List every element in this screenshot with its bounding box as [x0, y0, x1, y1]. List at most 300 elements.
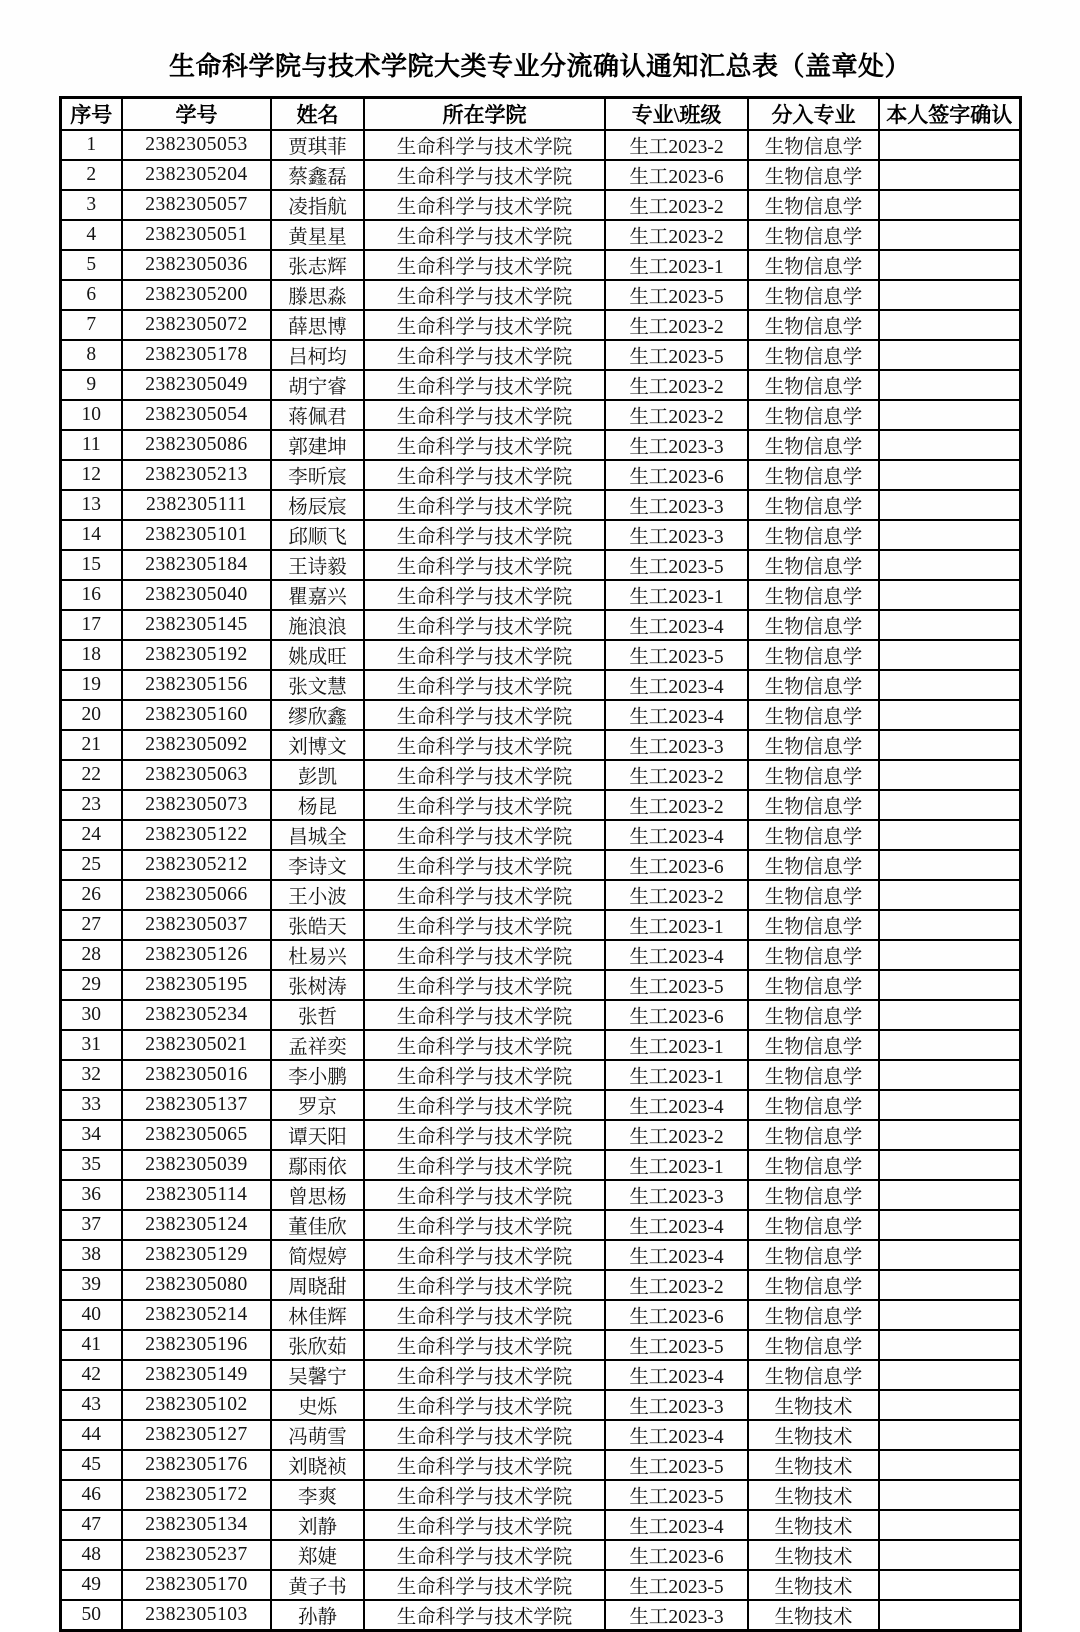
cell-college: 生命科学与技术学院 [364, 610, 605, 640]
cell-student_id: 2382305178 [122, 340, 271, 370]
cell-student_id: 2382305176 [122, 1450, 271, 1480]
cell-student_id: 2382305102 [122, 1390, 271, 1420]
cell-signature [879, 430, 1020, 460]
cell-class: 生工2023-3 [605, 730, 748, 760]
cell-name: 杜易兴 [271, 940, 364, 970]
cell-class: 生工2023-6 [605, 460, 748, 490]
cell-signature [879, 370, 1020, 400]
cell-no: 10 [60, 400, 122, 430]
cell-class: 生工2023-6 [605, 850, 748, 880]
cell-college: 生命科学与技术学院 [364, 1420, 605, 1450]
table-row [60, 730, 1020, 760]
cell-signature [879, 1600, 1020, 1631]
cell-college: 生命科学与技术学院 [364, 1090, 605, 1120]
table-row [60, 1090, 1020, 1120]
cell-name: 张皓天 [271, 910, 364, 940]
cell-assigned_major: 生物信息学 [748, 310, 879, 340]
cell-no: 19 [60, 670, 122, 700]
cell-assigned_major: 生物信息学 [748, 1030, 879, 1060]
cell-college: 生命科学与技术学院 [364, 490, 605, 520]
cell-college: 生命科学与技术学院 [364, 1150, 605, 1180]
cell-student_id: 2382305054 [122, 400, 271, 430]
cell-college: 生命科学与技术学院 [364, 730, 605, 760]
cell-assigned_major: 生物技术 [748, 1540, 879, 1570]
cell-college: 生命科学与技术学院 [364, 1210, 605, 1240]
cell-assigned_major: 生物信息学 [748, 250, 879, 280]
cell-name: 李爽 [271, 1480, 364, 1510]
table-row [60, 160, 1020, 190]
cell-student_id: 2382305192 [122, 640, 271, 670]
cell-class: 生工2023-3 [605, 1600, 748, 1631]
cell-no: 49 [60, 1570, 122, 1600]
cell-college: 生命科学与技术学院 [364, 1390, 605, 1420]
cell-name: 简煜婷 [271, 1240, 364, 1270]
cell-signature [879, 850, 1020, 880]
cell-college: 生命科学与技术学院 [364, 340, 605, 370]
cell-assigned_major: 生物技术 [748, 1570, 879, 1600]
table-row [60, 370, 1020, 400]
cell-signature [879, 250, 1020, 280]
cell-student_id: 2382305214 [122, 1300, 271, 1330]
table-row [60, 1180, 1020, 1210]
table-body [60, 130, 1020, 1631]
cell-college: 生命科学与技术学院 [364, 850, 605, 880]
cell-college: 生命科学与技术学院 [364, 1540, 605, 1570]
cell-signature [879, 310, 1020, 340]
cell-student_id: 2382305036 [122, 250, 271, 280]
cell-class: 生工2023-2 [605, 760, 748, 790]
cell-student_id: 2382305156 [122, 670, 271, 700]
cell-name: 凌指航 [271, 190, 364, 220]
cell-assigned_major: 生物信息学 [748, 1150, 879, 1180]
cell-class: 生工2023-3 [605, 1390, 748, 1420]
cell-name: 罗京 [271, 1090, 364, 1120]
cell-no: 24 [60, 820, 122, 850]
cell-name: 李小鹏 [271, 1060, 364, 1090]
cell-signature [879, 520, 1020, 550]
cell-name: 杨辰宸 [271, 490, 364, 520]
cell-signature [879, 1300, 1020, 1330]
cell-no: 8 [60, 340, 122, 370]
cell-student_id: 2382305103 [122, 1600, 271, 1631]
cell-signature [879, 670, 1020, 700]
cell-no: 17 [60, 610, 122, 640]
cell-college: 生命科学与技术学院 [364, 1240, 605, 1270]
table-row [60, 1300, 1020, 1330]
cell-college: 生命科学与技术学院 [364, 670, 605, 700]
table-row [60, 640, 1020, 670]
cell-student_id: 2382305122 [122, 820, 271, 850]
cell-class: 生工2023-5 [605, 970, 748, 1000]
cell-no: 25 [60, 850, 122, 880]
cell-student_id: 2382305063 [122, 760, 271, 790]
cell-assigned_major: 生物技术 [748, 1450, 879, 1480]
cell-signature [879, 940, 1020, 970]
cell-student_id: 2382305196 [122, 1330, 271, 1360]
cell-signature [879, 1420, 1020, 1450]
cell-no: 12 [60, 460, 122, 490]
cell-name: 缪欣鑫 [271, 700, 364, 730]
cell-college: 生命科学与技术学院 [364, 550, 605, 580]
cell-assigned_major: 生物信息学 [748, 640, 879, 670]
cell-assigned_major: 生物信息学 [748, 1180, 879, 1210]
table-row [60, 1030, 1020, 1060]
cell-name: 蒋佩君 [271, 400, 364, 430]
cell-signature [879, 1060, 1020, 1090]
table-row [60, 790, 1020, 820]
cell-signature [879, 1210, 1020, 1240]
cell-assigned_major: 生物信息学 [748, 220, 879, 250]
cell-class: 生工2023-4 [605, 1090, 748, 1120]
table-row [60, 1210, 1020, 1240]
cell-no: 22 [60, 760, 122, 790]
table-row [60, 700, 1020, 730]
cell-assigned_major: 生物信息学 [748, 430, 879, 460]
cell-signature [879, 550, 1020, 580]
cell-student_id: 2382305057 [122, 190, 271, 220]
cell-class: 生工2023-2 [605, 130, 748, 160]
cell-class: 生工2023-5 [605, 1480, 748, 1510]
table-row [60, 760, 1020, 790]
cell-no: 32 [60, 1060, 122, 1090]
cell-class: 生工2023-1 [605, 1150, 748, 1180]
cell-assigned_major: 生物信息学 [748, 130, 879, 160]
table-row [60, 1060, 1020, 1090]
cell-assigned_major: 生物信息学 [748, 730, 879, 760]
cell-assigned_major: 生物信息学 [748, 550, 879, 580]
cell-assigned_major: 生物信息学 [748, 790, 879, 820]
table-row [60, 190, 1020, 220]
cell-college: 生命科学与技术学院 [364, 1300, 605, 1330]
cell-no: 7 [60, 310, 122, 340]
cell-class: 生工2023-6 [605, 1540, 748, 1570]
cell-signature [879, 1000, 1020, 1030]
cell-signature [879, 1570, 1020, 1600]
cell-no: 35 [60, 1150, 122, 1180]
cell-assigned_major: 生物信息学 [748, 280, 879, 310]
table-row [60, 670, 1020, 700]
cell-college: 生命科学与技术学院 [364, 790, 605, 820]
cell-name: 胡宁睿 [271, 370, 364, 400]
cell-no: 6 [60, 280, 122, 310]
cell-no: 44 [60, 1420, 122, 1450]
cell-assigned_major: 生物技术 [748, 1600, 879, 1631]
cell-assigned_major: 生物信息学 [748, 520, 879, 550]
cell-college: 生命科学与技术学院 [364, 370, 605, 400]
cell-signature [879, 1270, 1020, 1300]
cell-college: 生命科学与技术学院 [364, 580, 605, 610]
cell-class: 生工2023-6 [605, 1300, 748, 1330]
cell-student_id: 2382305016 [122, 1060, 271, 1090]
column-header-signature: 本人签字确认 [879, 98, 1020, 131]
cell-student_id: 2382305111 [122, 490, 271, 520]
cell-signature [879, 970, 1020, 1000]
cell-class: 生工2023-5 [605, 1450, 748, 1480]
cell-assigned_major: 生物信息学 [748, 760, 879, 790]
cell-no: 46 [60, 1480, 122, 1510]
cell-college: 生命科学与技术学院 [364, 1480, 605, 1510]
cell-no: 48 [60, 1540, 122, 1570]
table-row [60, 220, 1020, 250]
cell-assigned_major: 生物信息学 [748, 1330, 879, 1360]
cell-assigned_major: 生物信息学 [748, 340, 879, 370]
cell-student_id: 2382305039 [122, 1150, 271, 1180]
cell-assigned_major: 生物技术 [748, 1510, 879, 1540]
cell-assigned_major: 生物信息学 [748, 910, 879, 940]
cell-name: 鄢雨依 [271, 1150, 364, 1180]
page-title: 生命科学院与技术学院大类专业分流确认通知汇总表（盖章处） [168, 52, 911, 81]
cell-signature [879, 640, 1020, 670]
cell-assigned_major: 生物信息学 [748, 700, 879, 730]
cell-name: 张树涛 [271, 970, 364, 1000]
cell-assigned_major: 生物信息学 [748, 580, 879, 610]
cell-name: 王小波 [271, 880, 364, 910]
cell-assigned_major: 生物技术 [748, 1390, 879, 1420]
cell-class: 生工2023-2 [605, 790, 748, 820]
cell-name: 董佳欣 [271, 1210, 364, 1240]
cell-assigned_major: 生物信息学 [748, 670, 879, 700]
cell-no: 33 [60, 1090, 122, 1120]
table-row [60, 970, 1020, 1000]
cell-assigned_major: 生物信息学 [748, 820, 879, 850]
cell-class: 生工2023-3 [605, 1180, 748, 1210]
cell-student_id: 2382305124 [122, 1210, 271, 1240]
table-row [60, 1000, 1020, 1030]
cell-class: 生工2023-5 [605, 1570, 748, 1600]
table-row [60, 1240, 1020, 1270]
table-row [60, 280, 1020, 310]
cell-signature [879, 400, 1020, 430]
cell-class: 生工2023-4 [605, 1360, 748, 1390]
table-row [60, 1330, 1020, 1360]
cell-class: 生工2023-5 [605, 1330, 748, 1360]
cell-college: 生命科学与技术学院 [364, 1510, 605, 1540]
cell-name: 孟祥奕 [271, 1030, 364, 1060]
cell-student_id: 2382305237 [122, 1540, 271, 1570]
table-row [60, 1150, 1020, 1180]
cell-name: 周晓甜 [271, 1270, 364, 1300]
cell-name: 邱顺飞 [271, 520, 364, 550]
cell-student_id: 2382305126 [122, 940, 271, 970]
table-row [60, 580, 1020, 610]
cell-assigned_major: 生物技术 [748, 1420, 879, 1450]
cell-signature [879, 910, 1020, 940]
cell-name: 谭天阳 [271, 1120, 364, 1150]
cell-name: 刘静 [271, 1510, 364, 1540]
cell-student_id: 2382305212 [122, 850, 271, 880]
cell-no: 26 [60, 880, 122, 910]
cell-signature [879, 460, 1020, 490]
cell-class: 生工2023-3 [605, 490, 748, 520]
table-row [60, 130, 1020, 160]
cell-name: 瞿嘉兴 [271, 580, 364, 610]
cell-assigned_major: 生物技术 [748, 1480, 879, 1510]
cell-name: 李昕宸 [271, 460, 364, 490]
cell-no: 20 [60, 700, 122, 730]
cell-no: 40 [60, 1300, 122, 1330]
cell-class: 生工2023-6 [605, 160, 748, 190]
cell-name: 王诗毅 [271, 550, 364, 580]
cell-name: 李诗文 [271, 850, 364, 880]
cell-signature [879, 1390, 1020, 1420]
cell-class: 生工2023-1 [605, 1060, 748, 1090]
cell-student_id: 2382305234 [122, 1000, 271, 1030]
cell-college: 生命科学与技术学院 [364, 130, 605, 160]
cell-assigned_major: 生物信息学 [748, 190, 879, 220]
cell-name: 蔡鑫磊 [271, 160, 364, 190]
cell-assigned_major: 生物信息学 [748, 400, 879, 430]
cell-class: 生工2023-4 [605, 610, 748, 640]
cell-class: 生工2023-5 [605, 550, 748, 580]
cell-no: 16 [60, 580, 122, 610]
table-header [60, 98, 1020, 131]
cell-name: 郑婕 [271, 1540, 364, 1570]
cell-student_id: 2382305213 [122, 460, 271, 490]
cell-signature [879, 1360, 1020, 1390]
cell-signature [879, 220, 1020, 250]
cell-class: 生工2023-2 [605, 880, 748, 910]
table-row [60, 1120, 1020, 1150]
cell-student_id: 2382305137 [122, 1090, 271, 1120]
cell-college: 生命科学与技术学院 [364, 430, 605, 460]
table-row [60, 910, 1020, 940]
cell-signature [879, 880, 1020, 910]
cell-assigned_major: 生物信息学 [748, 970, 879, 1000]
cell-student_id: 2382305049 [122, 370, 271, 400]
cell-student_id: 2382305184 [122, 550, 271, 580]
table-row [60, 610, 1020, 640]
cell-no: 9 [60, 370, 122, 400]
cell-class: 生工2023-3 [605, 520, 748, 550]
table-row [60, 340, 1020, 370]
cell-class: 生工2023-4 [605, 1420, 748, 1450]
cell-no: 28 [60, 940, 122, 970]
cell-student_id: 2382305134 [122, 1510, 271, 1540]
cell-name: 张欣茹 [271, 1330, 364, 1360]
table-row [60, 1270, 1020, 1300]
column-header-assigned_major: 分入专业 [748, 98, 879, 131]
column-header-name: 姓名 [271, 98, 364, 131]
cell-college: 生命科学与技术学院 [364, 1180, 605, 1210]
cell-signature [879, 610, 1020, 640]
cell-name: 孙静 [271, 1600, 364, 1631]
cell-college: 生命科学与技术学院 [364, 1000, 605, 1030]
cell-no: 23 [60, 790, 122, 820]
cell-class: 生工2023-2 [605, 400, 748, 430]
cell-signature [879, 790, 1020, 820]
column-header-student_id: 学号 [122, 98, 271, 131]
cell-student_id: 2382305204 [122, 160, 271, 190]
cell-assigned_major: 生物信息学 [748, 160, 879, 190]
column-header-class: 专业\班级 [605, 98, 748, 131]
table-row [60, 250, 1020, 280]
cell-college: 生命科学与技术学院 [364, 1330, 605, 1360]
table-row [60, 1390, 1020, 1420]
cell-name: 薛思博 [271, 310, 364, 340]
cell-no: 13 [60, 490, 122, 520]
cell-student_id: 2382305160 [122, 700, 271, 730]
cell-signature [879, 130, 1020, 160]
table-row [60, 1540, 1020, 1570]
cell-no: 30 [60, 1000, 122, 1030]
column-header-college: 所在学院 [364, 98, 605, 131]
cell-name: 黄子书 [271, 1570, 364, 1600]
cell-student_id: 2382305037 [122, 910, 271, 940]
cell-student_id: 2382305086 [122, 430, 271, 460]
table-row [60, 1360, 1020, 1390]
cell-student_id: 2382305195 [122, 970, 271, 1000]
cell-name: 张哲 [271, 1000, 364, 1030]
cell-student_id: 2382305129 [122, 1240, 271, 1270]
cell-name: 杨昆 [271, 790, 364, 820]
cell-class: 生工2023-2 [605, 220, 748, 250]
cell-assigned_major: 生物信息学 [748, 1000, 879, 1030]
cell-assigned_major: 生物信息学 [748, 1300, 879, 1330]
cell-name: 冯萌雪 [271, 1420, 364, 1450]
cell-no: 37 [60, 1210, 122, 1240]
cell-assigned_major: 生物信息学 [748, 370, 879, 400]
cell-signature [879, 1120, 1020, 1150]
cell-class: 生工2023-4 [605, 1210, 748, 1240]
cell-class: 生工2023-1 [605, 580, 748, 610]
table-row [60, 460, 1020, 490]
cell-student_id: 2382305053 [122, 130, 271, 160]
cell-no: 39 [60, 1270, 122, 1300]
cell-college: 生命科学与技术学院 [364, 1450, 605, 1480]
cell-name: 曾思杨 [271, 1180, 364, 1210]
cell-no: 45 [60, 1450, 122, 1480]
cell-name: 张文慧 [271, 670, 364, 700]
cell-college: 生命科学与技术学院 [364, 1360, 605, 1390]
cell-no: 43 [60, 1390, 122, 1420]
cell-no: 2 [60, 160, 122, 190]
cell-no: 41 [60, 1330, 122, 1360]
table-row [60, 1570, 1020, 1600]
table-row [60, 400, 1020, 430]
cell-class: 生工2023-3 [605, 430, 748, 460]
cell-no: 31 [60, 1030, 122, 1060]
cell-signature [879, 1240, 1020, 1270]
cell-class: 生工2023-4 [605, 1510, 748, 1540]
cell-college: 生命科学与技术学院 [364, 880, 605, 910]
cell-assigned_major: 生物信息学 [748, 1270, 879, 1300]
cell-no: 1 [60, 130, 122, 160]
cell-college: 生命科学与技术学院 [364, 910, 605, 940]
table-row [60, 850, 1020, 880]
table-row [60, 880, 1020, 910]
cell-student_id: 2382305114 [122, 1180, 271, 1210]
cell-no: 3 [60, 190, 122, 220]
cell-college: 生命科学与技术学院 [364, 970, 605, 1000]
cell-name: 昌城全 [271, 820, 364, 850]
cell-class: 生工2023-1 [605, 910, 748, 940]
column-header-no: 序号 [60, 98, 122, 131]
cell-college: 生命科学与技术学院 [364, 310, 605, 340]
cell-no: 34 [60, 1120, 122, 1150]
cell-assigned_major: 生物信息学 [748, 1060, 879, 1090]
table-row [60, 490, 1020, 520]
cell-name: 吴馨宁 [271, 1360, 364, 1390]
cell-signature [879, 1030, 1020, 1060]
cell-student_id: 2382305051 [122, 220, 271, 250]
cell-signature [879, 760, 1020, 790]
cell-signature [879, 580, 1020, 610]
cell-student_id: 2382305072 [122, 310, 271, 340]
cell-college: 生命科学与技术学院 [364, 160, 605, 190]
cell-signature [879, 280, 1020, 310]
major-confirmation-table [59, 96, 1022, 1632]
table-row [60, 1450, 1020, 1480]
